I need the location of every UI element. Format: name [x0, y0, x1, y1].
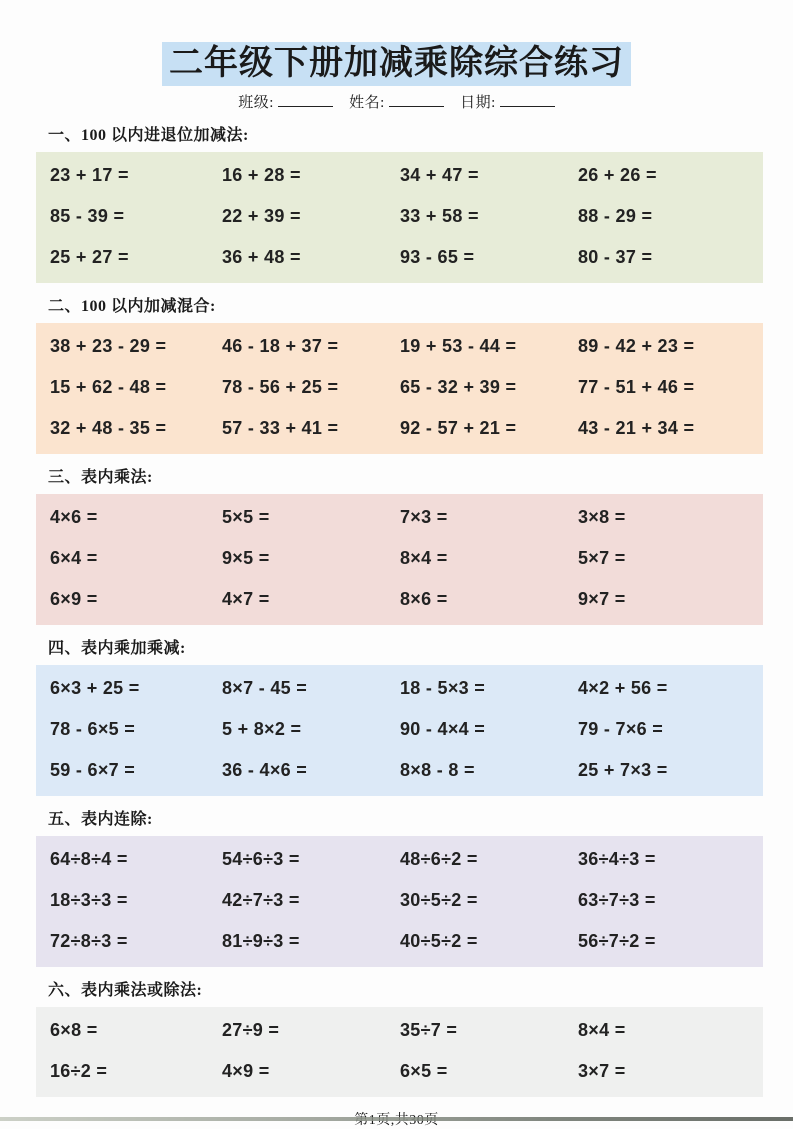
- problem: 36 + 48 =: [222, 247, 301, 268]
- section-6-heading: 六、表内乘法或除法:: [48, 982, 203, 1000]
- problem: 4×2 + 56 =: [578, 678, 668, 699]
- page-title: 二年级下册加减乘除综合练习: [162, 42, 631, 86]
- problem: 8×4 =: [578, 1020, 626, 1041]
- problem: 88 - 29 =: [578, 206, 653, 227]
- date-field-label: 日期:: [460, 95, 496, 112]
- problem: 63÷7÷3 =: [578, 890, 656, 911]
- problem: 89 - 42 + 23 =: [578, 336, 695, 357]
- problem: 4×9 =: [222, 1061, 270, 1082]
- problem: 4×6 =: [50, 507, 98, 528]
- problem: 36÷4÷3 =: [578, 849, 656, 870]
- problem: 8×6 =: [400, 589, 448, 610]
- problem: 36 - 4×6 =: [222, 760, 308, 781]
- problem: 6×9 =: [50, 589, 98, 610]
- class-blank-line: [278, 93, 333, 107]
- student-info-line: [0, 91, 793, 112]
- problem: 59 - 6×7 =: [50, 760, 136, 781]
- section-2-heading: 二、100 以内加减混合:: [48, 298, 216, 316]
- problem: 65 - 32 + 39 =: [400, 377, 517, 398]
- problem: 40÷5÷2 =: [400, 931, 478, 952]
- problem: 9×5 =: [222, 548, 270, 569]
- section-1-heading: 一、100 以内进退位加减法:: [48, 127, 249, 145]
- problem: 93 - 65 =: [400, 247, 475, 268]
- problem: 42÷7÷3 =: [222, 890, 300, 911]
- problem: 8×7 - 45 =: [222, 678, 308, 699]
- problem: 7×3 =: [400, 507, 448, 528]
- problem: 5×5 =: [222, 507, 270, 528]
- problem: 8×8 - 8 =: [400, 760, 475, 781]
- problem: 18÷3÷3 =: [50, 890, 128, 911]
- problem: 22 + 39 =: [222, 206, 301, 227]
- date-field: [460, 95, 555, 111]
- problem: 6×4 =: [50, 548, 98, 569]
- problem: 72÷8÷3 =: [50, 931, 128, 952]
- date-blank-line: [500, 93, 555, 107]
- name-field: [349, 95, 444, 111]
- problem: 27÷9 =: [222, 1020, 280, 1041]
- problem: 8×4 =: [400, 548, 448, 569]
- section-6-problems: [36, 1007, 763, 1097]
- section-2-problems: [36, 323, 763, 454]
- problem-grid: [50, 166, 763, 267]
- problem: 3×8 =: [578, 507, 626, 528]
- problem-grid: [50, 337, 763, 438]
- problem: 16÷2 =: [50, 1061, 108, 1082]
- problem: 30÷5÷2 =: [400, 890, 478, 911]
- problem: 77 - 51 + 46 =: [578, 377, 695, 398]
- problem: 54÷6÷3 =: [222, 849, 300, 870]
- problem: 15 + 62 - 48 =: [50, 377, 167, 398]
- problem: 78 - 56 + 25 =: [222, 377, 339, 398]
- name-blank-line: [389, 93, 444, 107]
- title-row: [0, 0, 793, 86]
- problem: 32 + 48 - 35 =: [50, 418, 167, 439]
- problem: 80 - 37 =: [578, 247, 653, 268]
- problem: 38 + 23 - 29 =: [50, 336, 167, 357]
- problem: 19 + 53 - 44 =: [400, 336, 517, 357]
- scan-artifact-bottom-edge: [0, 1117, 793, 1121]
- problem: 5 + 8×2 =: [222, 719, 302, 740]
- problem: 81÷9÷3 =: [222, 931, 300, 952]
- problem: 57 - 33 + 41 =: [222, 418, 339, 439]
- problem: 56÷7÷2 =: [578, 931, 656, 952]
- problem: 6×8 =: [50, 1020, 98, 1041]
- problem: 9×7 =: [578, 589, 626, 610]
- problem: 6×3 + 25 =: [50, 678, 140, 699]
- section-3-problems: [36, 494, 763, 625]
- problem: 23 + 17 =: [50, 165, 129, 186]
- problem: 90 - 4×4 =: [400, 719, 486, 740]
- problem: 64÷8÷4 =: [50, 849, 128, 870]
- problem: 92 - 57 + 21 =: [400, 418, 517, 439]
- problem: 16 + 28 =: [222, 165, 301, 186]
- name-field-label: 姓名:: [349, 95, 385, 112]
- class-field-label: 班级:: [238, 95, 274, 112]
- problem-grid: [50, 679, 763, 780]
- problem-grid: [50, 508, 763, 609]
- problem: 25 + 7×3 =: [578, 760, 668, 781]
- problem: 6×5 =: [400, 1061, 448, 1082]
- problem-grid: [50, 1021, 763, 1081]
- problem: 48÷6÷2 =: [400, 849, 478, 870]
- problem: 25 + 27 =: [50, 247, 129, 268]
- problem: 46 - 18 + 37 =: [222, 336, 339, 357]
- problem: 43 - 21 + 34 =: [578, 418, 695, 439]
- problem: 79 - 7×6 =: [578, 719, 664, 740]
- problem: 4×7 =: [222, 589, 270, 610]
- class-field: [238, 95, 333, 111]
- problem: 78 - 6×5 =: [50, 719, 136, 740]
- problem: 35÷7 =: [400, 1020, 458, 1041]
- problem-grid: [50, 850, 763, 951]
- problem: 34 + 47 =: [400, 165, 479, 186]
- section-4-heading: 四、表内乘加乘减:: [48, 640, 186, 658]
- section-5-problems: [36, 836, 763, 967]
- problem: 3×7 =: [578, 1061, 626, 1082]
- section-5-heading: 五、表内连除:: [48, 811, 153, 829]
- problem: 85 - 39 =: [50, 206, 125, 227]
- problem: 5×7 =: [578, 548, 626, 569]
- section-1-problems: [36, 152, 763, 283]
- problem: 26 + 26 =: [578, 165, 657, 186]
- section-4-problems: [36, 665, 763, 796]
- section-3-heading: 三、表内乘法:: [48, 469, 153, 487]
- problem: 33 + 58 =: [400, 206, 479, 227]
- problem: 18 - 5×3 =: [400, 678, 486, 699]
